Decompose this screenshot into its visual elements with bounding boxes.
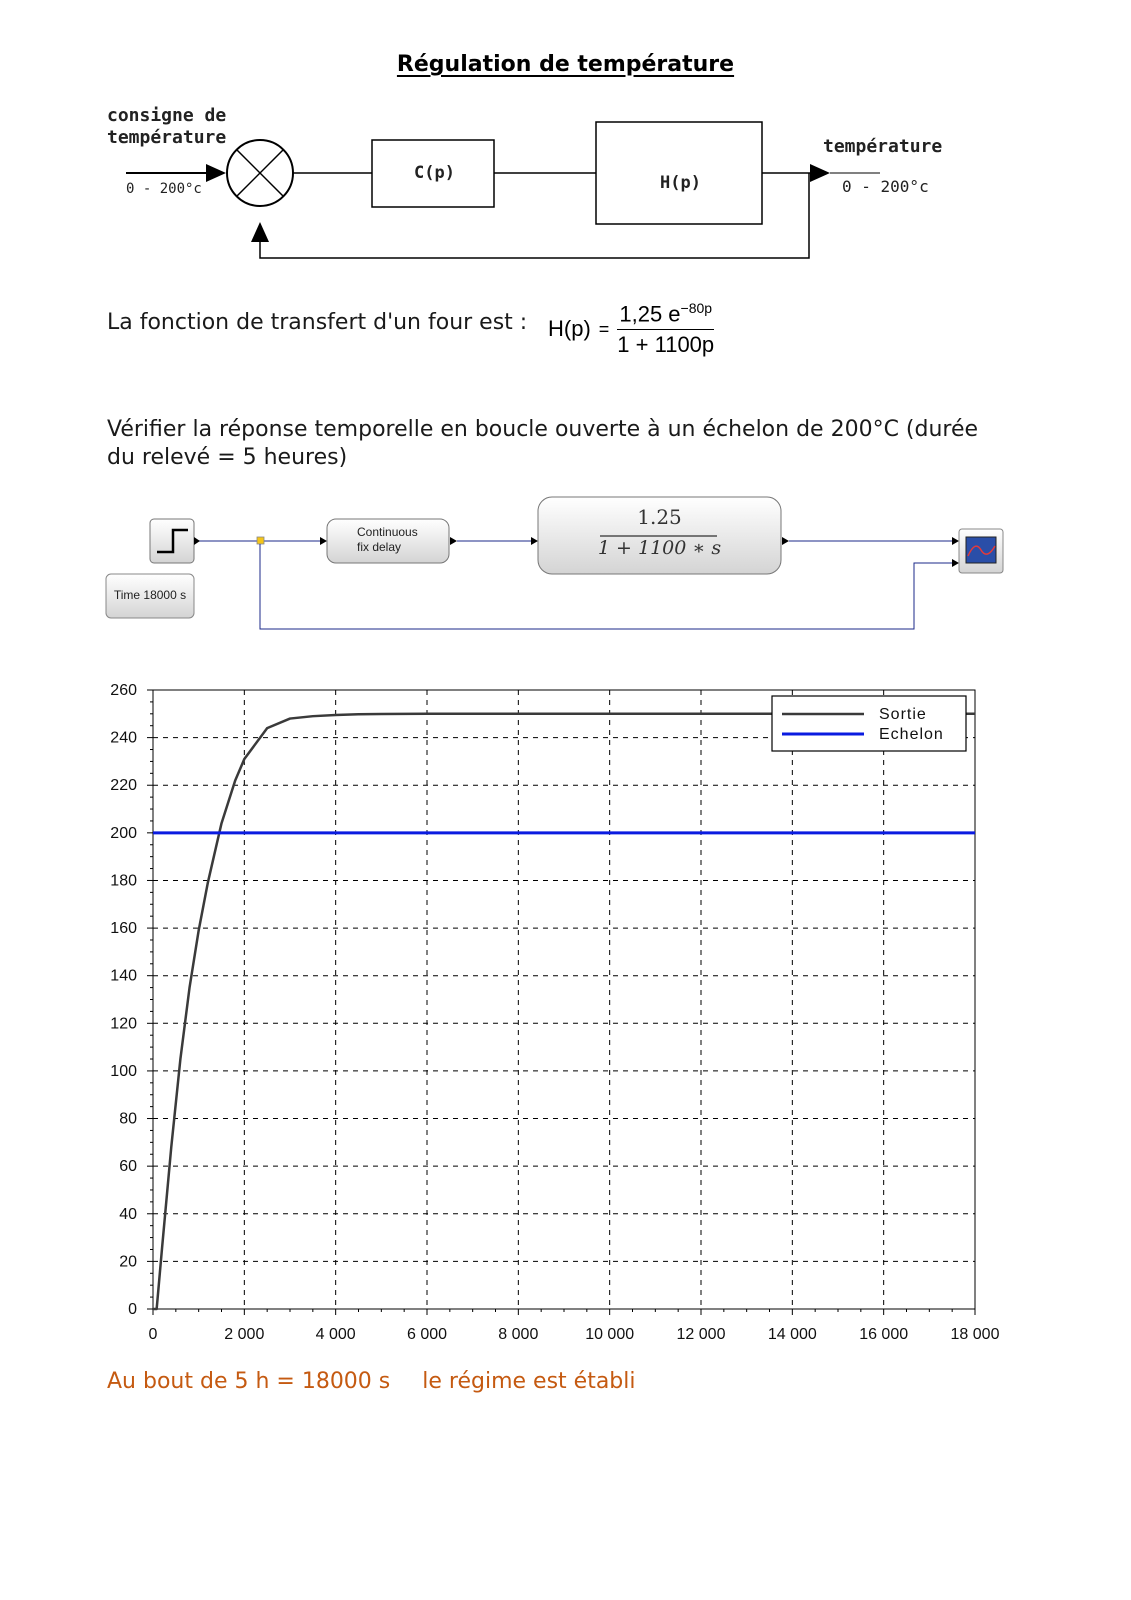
legend-label-sortie: Sortie xyxy=(879,706,927,723)
plant-label: H(p) xyxy=(660,173,701,193)
input-range: 0 - 200°c xyxy=(126,181,202,197)
x-tick-label: 8 000 xyxy=(498,1326,539,1343)
y-tick-label: 180 xyxy=(110,872,137,890)
conclusion-text: Au bout de 5 h = 18000 s le régime est établi xyxy=(107,1369,636,1394)
formula-equals: = xyxy=(598,318,610,339)
formula-fraction xyxy=(617,300,714,358)
tf-block-numerator: 1.25 xyxy=(637,505,682,529)
output-arrow xyxy=(810,164,830,182)
y-tick-label: 140 xyxy=(110,967,137,985)
summing-junction xyxy=(227,140,293,206)
y-tick-label: 40 xyxy=(119,1205,137,1223)
controller-label: C(p) xyxy=(414,163,455,183)
y-tick-label: 60 xyxy=(119,1158,137,1176)
formula-numerator: 1,25 e xyxy=(619,301,681,327)
transfer-function-formula xyxy=(548,300,714,358)
x-tick-label: 16 000 xyxy=(859,1326,909,1343)
y-tick-label: 20 xyxy=(119,1253,137,1271)
legend-label-echelon: Echelon xyxy=(879,726,944,743)
transfer-function-sentence: La fonction de transfert d'un four est : xyxy=(107,310,528,335)
x-tick-label: 10 000 xyxy=(585,1326,635,1343)
output-range: 0 - 200°c xyxy=(842,177,929,196)
y-tick-label: 120 xyxy=(110,1015,137,1033)
x-tick-label: 18 000 xyxy=(950,1326,1000,1343)
split-point[interactable] xyxy=(257,537,264,544)
x-tick-label: 6 000 xyxy=(406,1326,448,1343)
y-tick-label: 220 xyxy=(110,777,137,795)
y-tick-label: 80 xyxy=(119,1110,137,1128)
x-tick-label: 14 000 xyxy=(767,1326,817,1343)
response-chart xyxy=(0,670,1131,1360)
formula-lhs: H(p) xyxy=(548,316,591,342)
delay-block-label: Continuous fix delay xyxy=(357,525,418,554)
x-tick-label: 0 xyxy=(148,1326,158,1343)
page-title: Régulation de température xyxy=(396,52,735,77)
input-label: consigne de température xyxy=(107,105,227,148)
y-tick-label: 260 xyxy=(110,682,137,699)
y-tick-label: 240 xyxy=(110,729,137,747)
formula-exponent: −80p xyxy=(680,300,713,316)
x-tick-label: 12 000 xyxy=(676,1326,726,1343)
instruction-text: Vérifier la réponse temporelle en boucle ouverte à un échelon de 200°C (durée du relevé = 5 heures) xyxy=(107,417,979,470)
time-block-label: Time 18000 s xyxy=(113,588,187,602)
x-tick-label: 4 000 xyxy=(315,1326,356,1343)
y-tick-label: 0 xyxy=(128,1301,137,1318)
output-label: température xyxy=(823,136,943,157)
y-tick-label: 160 xyxy=(110,920,137,938)
scope-block[interactable] xyxy=(959,529,1003,573)
plot-area xyxy=(153,690,975,1309)
y-tick-label: 100 xyxy=(110,1062,137,1080)
x-tick-label: 2 000 xyxy=(224,1326,265,1343)
formula-denominator: 1 + 1100p xyxy=(617,332,715,358)
feedback-arrow xyxy=(251,222,269,242)
y-tick-label: 200 xyxy=(110,824,137,842)
input-arrow xyxy=(206,164,226,182)
tf-block-denominator: 1 + 1100 ∗ s xyxy=(597,537,722,559)
step-block[interactable] xyxy=(150,519,194,563)
